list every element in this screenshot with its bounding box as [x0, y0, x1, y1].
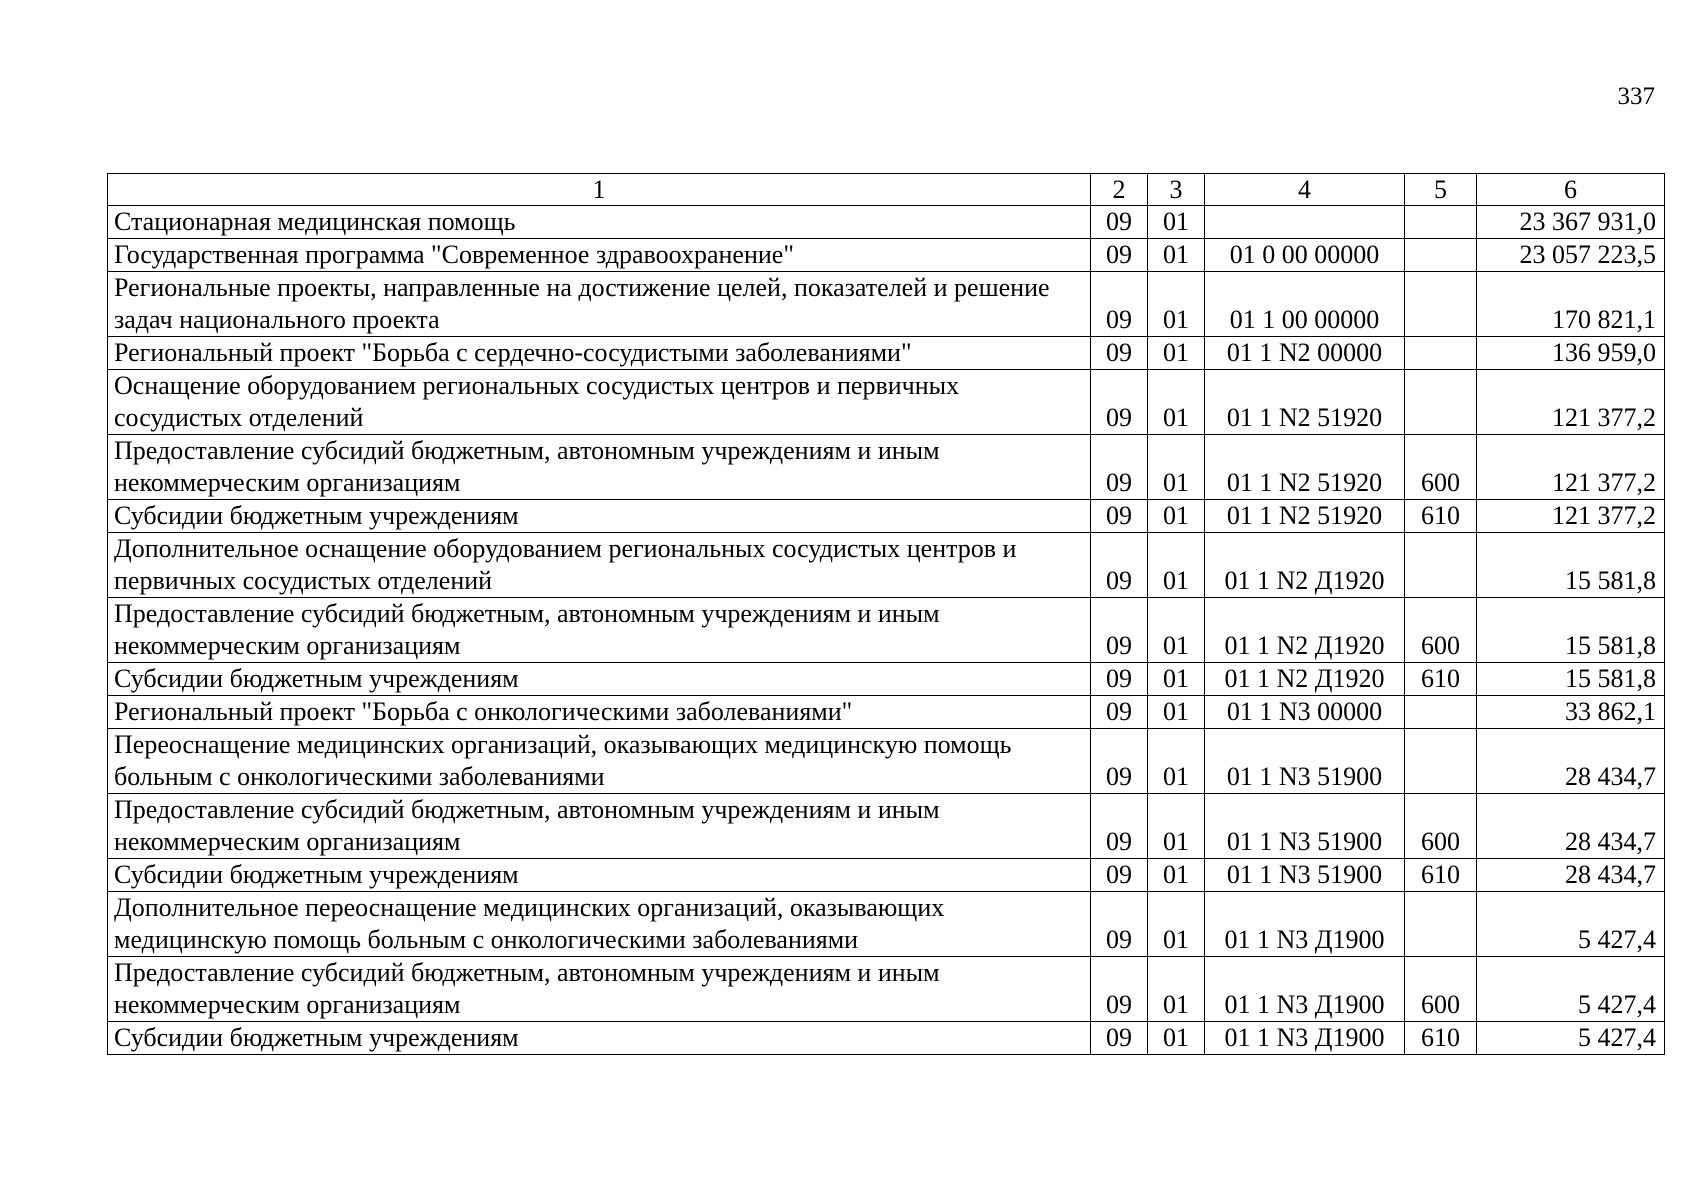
- row-target-article-cell: 01 1 N2 Д1920: [1205, 533, 1405, 598]
- table-row: [108, 794, 1665, 859]
- row-section-cell: 09: [1091, 957, 1148, 1022]
- row-section-cell: 09: [1091, 206, 1148, 239]
- row-target-article-cell: 01 1 N3 51900: [1205, 794, 1405, 859]
- table-row: [108, 859, 1665, 892]
- row-expense-type-cell: 610: [1405, 859, 1477, 892]
- row-name-cell: Региональный проект "Борьба с онкологическими заболеваниями": [108, 696, 1091, 729]
- row-name-cell: Дополнительное оснащение оборудованием региональных сосудистых центров и первичных сосудистых отделений: [108, 533, 1091, 598]
- row-name-cell: Субсидии бюджетным учреждениям: [108, 500, 1091, 533]
- page-number: 337: [1617, 83, 1655, 110]
- table-header-row: [108, 174, 1665, 206]
- row-section-cell: 09: [1091, 533, 1148, 598]
- row-amount-cell: 23 367 931,0: [1477, 206, 1665, 239]
- row-expense-type-cell: [1405, 533, 1477, 598]
- row-name-cell: Предоставление субсидий бюджетным, автономным учреждениям и иным некоммерческим организациям: [108, 435, 1091, 500]
- row-amount-cell: 170 821,1: [1477, 272, 1665, 337]
- row-amount-cell: 121 377,2: [1477, 500, 1665, 533]
- row-target-article-cell: 01 1 00 00000: [1205, 272, 1405, 337]
- row-target-article-cell: 01 1 N2 Д1920: [1205, 663, 1405, 696]
- row-name-cell: Региональные проекты, направленные на достижение целей, показателей и решение задач национального проекта: [108, 272, 1091, 337]
- row-subsection-cell: 01: [1148, 696, 1205, 729]
- row-subsection-cell: 01: [1148, 859, 1205, 892]
- row-section-cell: 09: [1091, 500, 1148, 533]
- row-section-cell: 09: [1091, 729, 1148, 794]
- budget-table-container: [107, 173, 1664, 1055]
- row-name-cell: Субсидии бюджетным учреждениям: [108, 859, 1091, 892]
- row-subsection-cell: 01: [1148, 957, 1205, 1022]
- row-amount-cell: 5 427,4: [1477, 892, 1665, 957]
- row-expense-type-cell: 600: [1405, 957, 1477, 1022]
- table-row: [108, 729, 1665, 794]
- row-expense-type-cell: 610: [1405, 500, 1477, 533]
- row-expense-type-cell: 600: [1405, 598, 1477, 663]
- row-amount-cell: 33 862,1: [1477, 696, 1665, 729]
- row-name-cell: Субсидии бюджетным учреждениям: [108, 1022, 1091, 1055]
- row-expense-type-cell: 600: [1405, 794, 1477, 859]
- row-amount-cell: 28 434,7: [1477, 729, 1665, 794]
- row-target-article-cell: 01 1 N2 00000: [1205, 337, 1405, 370]
- row-subsection-cell: 01: [1148, 1022, 1205, 1055]
- column-header-1: 1: [108, 174, 1091, 206]
- row-section-cell: 09: [1091, 598, 1148, 663]
- row-target-article-cell: 01 1 N2 51920: [1205, 500, 1405, 533]
- row-section-cell: 09: [1091, 272, 1148, 337]
- row-amount-cell: 5 427,4: [1477, 1022, 1665, 1055]
- table-row: [108, 1022, 1665, 1055]
- row-amount-cell: 5 427,4: [1477, 957, 1665, 1022]
- row-target-article-cell: 01 1 N3 Д1900: [1205, 957, 1405, 1022]
- row-expense-type-cell: [1405, 272, 1477, 337]
- table-body: [108, 206, 1665, 1055]
- row-amount-cell: 15 581,8: [1477, 663, 1665, 696]
- row-subsection-cell: 01: [1148, 500, 1205, 533]
- row-section-cell: 09: [1091, 337, 1148, 370]
- row-expense-type-cell: [1405, 239, 1477, 272]
- row-amount-cell: 28 434,7: [1477, 859, 1665, 892]
- table-row: [108, 892, 1665, 957]
- column-header-3: 3: [1148, 174, 1205, 206]
- table-row: [108, 370, 1665, 435]
- row-section-cell: 09: [1091, 435, 1148, 500]
- row-expense-type-cell: 610: [1405, 663, 1477, 696]
- row-amount-cell: 15 581,8: [1477, 598, 1665, 663]
- row-subsection-cell: 01: [1148, 272, 1205, 337]
- row-expense-type-cell: 600: [1405, 435, 1477, 500]
- row-subsection-cell: 01: [1148, 729, 1205, 794]
- row-target-article-cell: 01 1 N2 Д1920: [1205, 598, 1405, 663]
- row-section-cell: 09: [1091, 1022, 1148, 1055]
- column-header-4: 4: [1205, 174, 1405, 206]
- row-name-cell: Субсидии бюджетным учреждениям: [108, 663, 1091, 696]
- row-name-cell: Переоснащение медицинских организаций, оказывающих медицинскую помощь больным с онкологическими заболеваниями: [108, 729, 1091, 794]
- column-header-5: 5: [1405, 174, 1477, 206]
- row-target-article-cell: 01 1 N3 51900: [1205, 859, 1405, 892]
- row-name-cell: Предоставление субсидий бюджетным, автономным учреждениям и иным некоммерческим организациям: [108, 598, 1091, 663]
- row-name-cell: Предоставление субсидий бюджетным, автономным учреждениям и иным некоммерческим организациям: [108, 957, 1091, 1022]
- row-name-cell: Оснащение оборудованием региональных сосудистых центров и первичных сосудистых отделений: [108, 370, 1091, 435]
- row-section-cell: 09: [1091, 663, 1148, 696]
- row-target-article-cell: 01 1 N3 Д1900: [1205, 892, 1405, 957]
- row-subsection-cell: 01: [1148, 206, 1205, 239]
- row-expense-type-cell: 610: [1405, 1022, 1477, 1055]
- table-row: [108, 663, 1665, 696]
- column-header-6: 6: [1477, 174, 1665, 206]
- row-subsection-cell: 01: [1148, 892, 1205, 957]
- row-amount-cell: 15 581,8: [1477, 533, 1665, 598]
- table-row: [108, 337, 1665, 370]
- row-subsection-cell: 01: [1148, 663, 1205, 696]
- table-row: [108, 500, 1665, 533]
- row-subsection-cell: 01: [1148, 239, 1205, 272]
- row-amount-cell: 136 959,0: [1477, 337, 1665, 370]
- row-expense-type-cell: [1405, 370, 1477, 435]
- row-target-article-cell: 01 1 N3 51900: [1205, 729, 1405, 794]
- row-expense-type-cell: [1405, 892, 1477, 957]
- row-amount-cell: 23 057 223,5: [1477, 239, 1665, 272]
- row-target-article-cell: 01 1 N3 00000: [1205, 696, 1405, 729]
- table-row: [108, 957, 1665, 1022]
- row-section-cell: 09: [1091, 794, 1148, 859]
- row-expense-type-cell: [1405, 206, 1477, 239]
- row-target-article-cell: 01 1 N2 51920: [1205, 370, 1405, 435]
- table-row: [108, 533, 1665, 598]
- row-amount-cell: 121 377,2: [1477, 370, 1665, 435]
- row-section-cell: 09: [1091, 696, 1148, 729]
- table-row: [108, 239, 1665, 272]
- row-amount-cell: 28 434,7: [1477, 794, 1665, 859]
- row-target-article-cell: 01 0 00 00000: [1205, 239, 1405, 272]
- row-amount-cell: 121 377,2: [1477, 435, 1665, 500]
- table-row: [108, 206, 1665, 239]
- row-expense-type-cell: [1405, 729, 1477, 794]
- row-subsection-cell: 01: [1148, 598, 1205, 663]
- row-subsection-cell: 01: [1148, 435, 1205, 500]
- row-section-cell: 09: [1091, 859, 1148, 892]
- row-subsection-cell: 01: [1148, 337, 1205, 370]
- row-section-cell: 09: [1091, 370, 1148, 435]
- row-expense-type-cell: [1405, 337, 1477, 370]
- row-name-cell: Региональный проект "Борьба с сердечно-сосудистыми заболеваниями": [108, 337, 1091, 370]
- row-name-cell: Предоставление субсидий бюджетным, автономным учреждениям и иным некоммерческим организациям: [108, 794, 1091, 859]
- column-header-2: 2: [1091, 174, 1148, 206]
- row-subsection-cell: 01: [1148, 370, 1205, 435]
- row-subsection-cell: 01: [1148, 794, 1205, 859]
- row-target-article-cell: 01 1 N2 51920: [1205, 435, 1405, 500]
- row-expense-type-cell: [1405, 696, 1477, 729]
- row-target-article-cell: [1205, 206, 1405, 239]
- row-subsection-cell: 01: [1148, 533, 1205, 598]
- table-row: [108, 598, 1665, 663]
- row-section-cell: 09: [1091, 892, 1148, 957]
- table-row: [108, 696, 1665, 729]
- row-target-article-cell: 01 1 N3 Д1900: [1205, 1022, 1405, 1055]
- row-name-cell: Дополнительное переоснащение медицинских организаций, оказывающих медицинскую помощь больным с онкологическими заболеваниями: [108, 892, 1091, 957]
- row-section-cell: 09: [1091, 239, 1148, 272]
- table-row: [108, 272, 1665, 337]
- row-name-cell: Стационарная медицинская помощь: [108, 206, 1091, 239]
- table-row: [108, 435, 1665, 500]
- row-name-cell: Государственная программа "Современное здравоохранение": [108, 239, 1091, 272]
- budget-table: [107, 173, 1665, 1055]
